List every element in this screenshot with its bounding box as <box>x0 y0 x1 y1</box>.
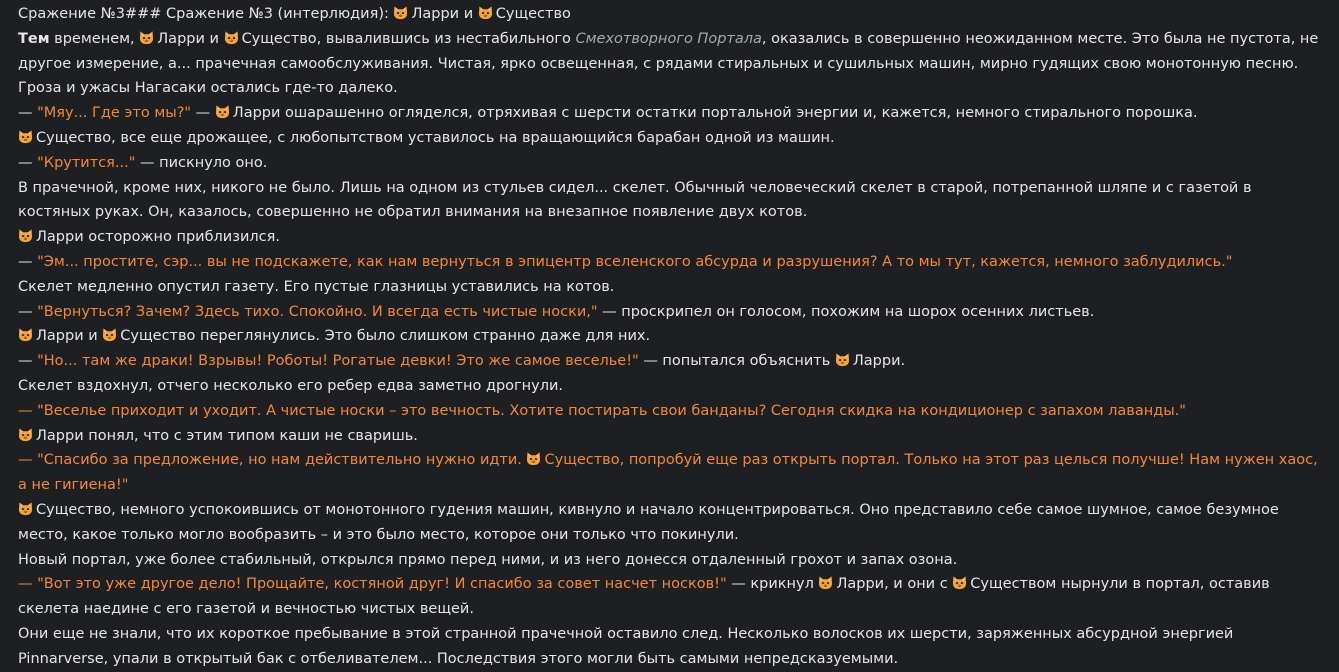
cat-icon <box>18 129 33 144</box>
paragraph-intro: Тем временем, Ларри и Существо, вывалившись из нестабильного Смехотворного Портала, оказались в совершенно неожиданном месте. Это была не пустота, не другое измерение, а... прачечная самообслуживания. Чистая, ярко освещенная, с рядами стиральных и сушильных машин, мирно гудящих свою монотонную песню. Гроза и ужасы Нагасаки остались где-то далеко. <box>18 30 1319 97</box>
narration-paragraph: Существо, немного успокоившись от монотонного гудения машин, кивнуло и начало концентрироваться. Оно представило себе самое шумное, самое безумное место, какое только могло вообразить – и это было место, которое они только что покинули. <box>18 501 1279 543</box>
narration-line: Новый портал, уже более стабильный, открылся прямо перед ними, и из него донесся отдаленный грохот и запах озона. <box>18 551 958 568</box>
dialogue-line: — "Крутится..." — пискнуло оно. <box>18 154 268 171</box>
dialogue-line: — "Веселье приходит и уходит. А чистые носки – это вечность. Хотите постирать свои банданы? Сегодня скидка на кондиционер с запахом лаванды." <box>18 402 1186 419</box>
dialogue-line: — "Мяу... Где это мы?" — Ларри ошарашенно огляделся, отряхивая с шерсти остатки портальной энергии и, кажется, немного стирального порошка. <box>18 105 1198 122</box>
cat-icon <box>18 501 33 516</box>
dialogue-line: — "Вернуться? Зачем? Здесь тихо. Спокойно. И всегда есть чистые носки," — проскрипел он голосом, похожим на шорох осенних листьев. <box>18 303 1095 320</box>
cat-icon <box>18 427 33 442</box>
dialogue-line: — "Вот это уже другое дело! Прощайте, костяной друг! И спасибо за совет насчет носков!" — крикнул Ларри, и они с Существом нырнули в портал, оставив скелета наедине с его газетой и вечностью чистых вещей. <box>18 576 1270 618</box>
narration-paragraph: В прачечной, кроме них, никого не было. Лишь на одном из стульев сидел... скелет. Обычный человеческий скелет в старой, потрепанной шляпе и с газетой в костяных руках. Он, казалось, совершенно не обратил внимания на внезапное появление двух котов. <box>18 179 1252 221</box>
dialogue-line: — "Спасибо за предложение, но нам действительно нужно идти. Существо, попробуй еще раз открыть портал. Только на этот раз целься получше! Нам нужен хаос, а не гигиена!" <box>18 452 1318 494</box>
narration-line: Ларри и Существо переглянулись. Это было слишком странно даже для них. <box>18 324 1321 349</box>
narration-line: Существо, все еще дрожащее, с любопытством уставилось на вращающийся барабан одной из машин. <box>18 126 1321 151</box>
narration-paragraph: Они еще не знали, что их короткое пребывание в этой странной прачечной оставило след. Несколько волосков их шерсти, заряженных абсурдной энергией Pinnarverse, упали в открытый бак с отбеливателем... Последствия этого могли быть самыми непредсказуемыми. <box>18 625 1234 667</box>
portal-name-italic: Смехотворного Портала <box>575 30 762 47</box>
cat-icon <box>215 104 230 119</box>
narration-line: Ларри осторожно приблизился. <box>18 225 1321 250</box>
cat-icon <box>139 30 154 45</box>
cat-icon <box>18 327 33 342</box>
cat-icon <box>393 5 408 20</box>
cat-icon <box>818 575 833 590</box>
narration-line: Скелет медленно опустил газету. Его пустые глазницы уставились на котов. <box>18 278 615 295</box>
message-title-line: Сражение №3### Сражение №3 (интерлюдия): Ларри и Существо <box>18 6 571 22</box>
cat-icon <box>835 352 850 367</box>
narration-line: Скелет вздохнул, отчего несколько его ребер едва заметно дрогнули. <box>18 377 564 394</box>
cat-icon <box>952 575 967 590</box>
dialogue-line: — "Но... там же драки! Взрывы! Роботы! Рогатые девки! Это же самое веселье!" — попытался объяснить Ларри. <box>18 353 906 370</box>
cat-icon <box>224 30 239 45</box>
cat-icon <box>18 228 33 243</box>
cat-icon <box>102 327 117 342</box>
dialogue-line: — "Эм... простите, сэр... вы не подскажете, как нам вернуться в эпицентр вселенского абсурда и разрушения? А то мы тут, кажется, немного заблудились." <box>18 253 1233 270</box>
narration-line: Ларри понял, что с этим типом каши не сваришь. <box>18 424 1321 449</box>
cat-icon <box>526 451 541 466</box>
cat-icon <box>478 5 493 20</box>
